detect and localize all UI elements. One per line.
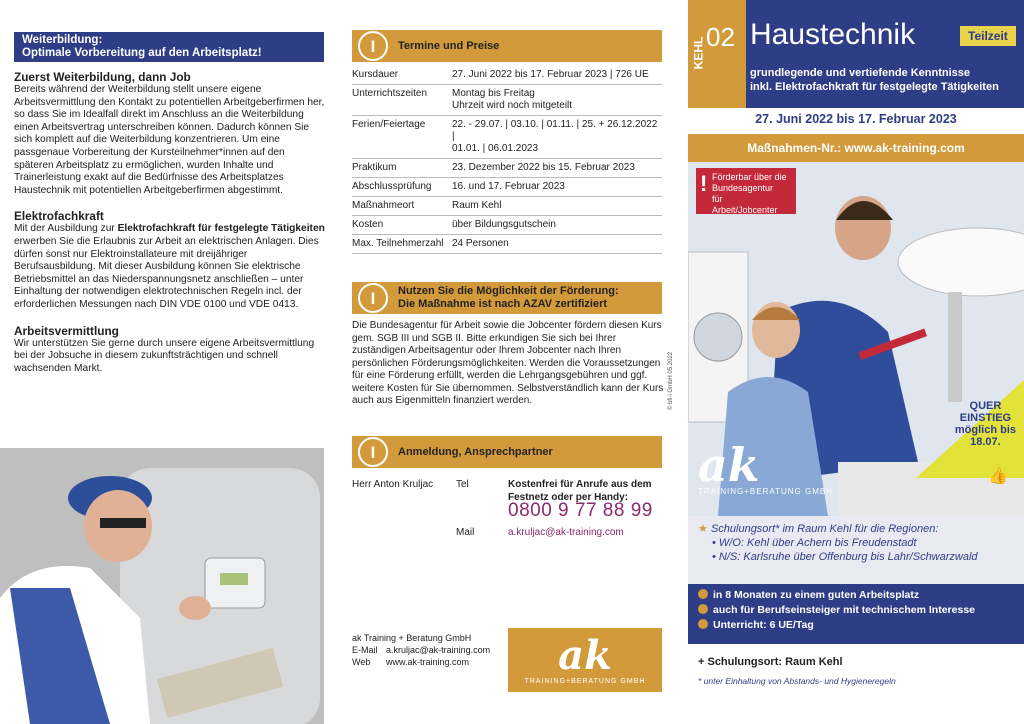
info-badge-icon: I <box>358 283 388 313</box>
schedule-key: Maßnahmeort <box>352 197 452 216</box>
schedule-row <box>352 85 662 116</box>
ak-logo <box>508 628 662 692</box>
schedule-key: Kosten <box>352 216 452 235</box>
schedule-key: Praktikum <box>352 159 452 178</box>
schul-line-1: Schulungsort* im Raum Kehl für die Regionen: <box>710 523 939 535</box>
section-title-job: Zuerst Weiterbildung, dann Job <box>14 70 191 84</box>
company-footer <box>352 632 490 668</box>
schedule-key: Kursdauer <box>352 66 452 85</box>
schedule-row <box>352 116 662 159</box>
schedule-key: Abschlussprüfung <box>352 178 452 197</box>
massnahme-number: Maßnahmen-Nr.: www.ak-training.com <box>688 134 1024 162</box>
course-number: 02 <box>706 22 735 52</box>
left-panel <box>0 0 340 724</box>
foerder-line-1: Förderbar über die <box>712 172 787 182</box>
logo-sub-text: TRAINING+BERATUNG GMBH <box>698 487 833 496</box>
termine-title: Termine und Preise <box>398 39 500 52</box>
logo-ak-text: ak <box>558 631 612 679</box>
thumbs-up-icon: 👍 <box>988 468 1008 485</box>
schedule-value: 16. und 17. Februar 2023 <box>452 178 662 197</box>
title-block <box>688 0 1024 108</box>
foerder-line-2: Bundesagentur <box>712 183 774 193</box>
benefit-3: Unterricht: 6 UE/Tag <box>713 619 814 631</box>
weiterbildung-header <box>14 32 324 62</box>
elektro-pre: Mit der Ausbildung zur <box>14 223 118 235</box>
middle-panel <box>340 0 680 724</box>
footer-web-label: Web <box>352 657 371 667</box>
course-title: Haustechnik <box>750 18 916 51</box>
left-text-block <box>14 70 326 387</box>
bullet-icon <box>698 619 708 629</box>
phone-number[interactable]: 0800 9 77 88 99 <box>508 500 653 521</box>
technician-photo <box>0 448 324 724</box>
schedule-value: 22. - 29.07. | 03.10. | 01.11. | 25. + 26.12.2022 | 01.01. | 06.01.2023 <box>452 116 662 159</box>
foerderung-header <box>352 282 662 314</box>
benefit-2: auch für Berufseinsteiger mit technischem Interesse <box>713 604 976 616</box>
schulungsort-box <box>688 516 1024 584</box>
subtitle-line-2: inkl. Elektrofachkraft für festgelegte Tätigkeiten <box>750 81 999 93</box>
right-panel <box>680 0 1024 724</box>
section-title-vermittlung: Arbeitsvermittlung <box>14 323 119 338</box>
anmeldung-title: Anmeldung, Ansprechpartner <box>398 445 553 458</box>
bullet-icon <box>698 604 708 614</box>
header-line-2: Optimale Vorbereitung auf den Arbeitsplatz! <box>22 47 262 59</box>
mail-label: Mail <box>456 527 475 538</box>
foerder-title-1: Nutzen Sie die Möglichkeit der Förderung: <box>398 285 619 297</box>
schedule-row <box>352 216 662 235</box>
benefits-list <box>688 584 1024 644</box>
foerderbar-sticker <box>696 168 796 214</box>
hygiene-note: * unter Einhaltung von Abstands- und Hygieneregeln <box>698 676 896 686</box>
schedule-key: Unterrichtszeiten <box>352 85 452 116</box>
schedule-row <box>352 197 662 216</box>
teilzeit-badge: Teilzeit <box>960 26 1016 46</box>
ak-logo-overlay <box>698 438 833 496</box>
kehl-tag <box>688 0 746 108</box>
schedule-key: Ferien/Feiertage <box>352 116 452 159</box>
footer-web[interactable]: www.ak-training.com <box>386 657 470 667</box>
schedule-row <box>352 235 662 254</box>
benefit-item <box>698 618 1014 633</box>
footer-email[interactable]: a.kruljac@ak-training.com <box>386 645 491 655</box>
foerderung-text: Die Bundesagentur für Arbeit sowie die Jobcenter fördern diesen Kurs gem. SGB III und SGB II. Bitte erkundigen Sie sich bei Ihrer zuständigen Arbeitsagentur oder Ihrem Jobcenter nach Ihren persönlichen Förderungsmöglichkeiten. Werden die Voraussetzungen für eine Förderung erfüllt, werden die Lehrgangsgebühren und ggf. weitere Kosten für Sie übernommen. Selbstverständlich kann der Kurs auch aus Eigenmitteln finanziert werden. <box>352 320 664 406</box>
benefit-item <box>698 603 1014 618</box>
elektro-rest: erwerben Sie die Erlaubnis zur Arbeit an elektrischen Anlagen. Dies dürfen sonst nur Elektroinstallateure mit dreijähriger Berufsausbildung. Mit dieser Ausbildung können Sie elektrische Betriebsmittel an das Niederspannungsnetz anschließen – unter Einhaltung der notwendigen elektrotechnischen Regeln incl. der erforderlichen Messungen nach DIN VDE 0100 und VDE 0413. <box>14 235 319 310</box>
schedule-value: 24 Personen <box>452 235 662 254</box>
schedule-value: 23. Dezember 2022 bis 15. Februar 2023 <box>452 159 662 178</box>
schedule-value: Montag bis Freitag Uhrzeit wird noch mitgeteilt <box>452 85 662 116</box>
footer-company: ak Training + Beratung GmbH <box>352 633 472 643</box>
foerder-line-3: für Arbeit/Jobcenter <box>712 194 778 215</box>
section-text-job: Bereits während der Weiterbildung stellt unsere eigene Arbeitsvermittlung den Kontakt zu potentiellen Arbeitgeberfirmen her, so dass Sie im Idealfall direkt im Anschluss an die Weiterbildung einen Arbeitsvertrag unterschreiben können. Dadurch können Sie sich komplett auf die Weiterbildung konzentrieren. Um eine passgenaue Vorbereitung der Kursteilnehmer*innen auf den späteren Arbeitsplatz zu ermöglichen, wurden Inhalte und Trainerleistung exakt auf die Bedürfnisse des Arbeitsplatzes Haustechnik mit potentiellen Arbeitgeberfirmen abgestimmt. <box>14 84 325 196</box>
schedule-row <box>352 178 662 197</box>
schul-line-2: • W/O: Kehl über Achern bis Freudenstadt <box>712 537 917 549</box>
section-title-elektro: Elektrofachkraft <box>14 209 104 224</box>
elektro-bold: Elektrofachkraft für festgelegte Tätigkeiten <box>117 223 325 235</box>
quer-line-4: 18.07. <box>970 436 1001 448</box>
header-line-1: Weiterbildung: <box>22 34 103 46</box>
tel-label: Tel <box>456 479 469 490</box>
benefit-1: in 8 Monaten zu einem guten Arbeitsplatz <box>713 589 920 601</box>
exclamation-icon: ! <box>700 171 708 196</box>
course-dates: 27. Juni 2022 bis 17. Februar 2023 <box>755 112 957 126</box>
foerder-title-2: Die Maßnahme ist nach AZAV zertifiziert <box>398 298 608 310</box>
section-text-vermittlung: Wir unterstützen Sie gerne durch unsere eigene Arbeitsvermittlung bei der Jobsuche in diesem zukunftsträchtigen und schnell wachsenden Markt. <box>14 337 315 374</box>
termine-header <box>352 30 662 62</box>
schedule-value: über Bildungsgutschein <box>452 216 662 235</box>
bullet-icon <box>698 589 708 599</box>
info-badge-icon: I <box>358 437 388 467</box>
course-subtitle <box>750 66 999 94</box>
logo-ak-text: ak <box>698 438 760 492</box>
schul-line-3: • N/S: Karlsruhe über Offenburg bis Lahr/Schwarzwald <box>712 551 978 563</box>
benefit-item <box>698 588 1014 603</box>
schedule-row <box>352 159 662 178</box>
section-text-elektro <box>14 223 326 311</box>
schedule-value: Raum Kehl <box>452 197 662 216</box>
logo-sub-text: TRAINING+BERATUNG GMBH <box>524 677 646 685</box>
free-call-note: Kostenfrei für Anrufe aus dem Festnetz oder per Handy: <box>508 479 652 503</box>
mail-link[interactable]: a.kruljac@ak-training.com <box>508 527 624 538</box>
schulungsort-raum: + Schulungsort: Raum Kehl <box>698 656 843 668</box>
quer-line-2: EINSTIEG <box>959 412 1012 424</box>
quer-line-3: möglich bis <box>954 424 1016 436</box>
info-badge-icon: I <box>358 31 388 61</box>
anmeldung-header <box>352 436 662 468</box>
kehl-label: KEHL <box>691 36 706 70</box>
schedule-key: Max. Teilnehmerzahl <box>352 235 452 254</box>
quereinstieg-text <box>955 400 1016 448</box>
footer-email-label: E-Mail <box>352 645 378 655</box>
contact-name: Herr Anton Kruljac <box>352 479 434 490</box>
star-icon: ★ <box>698 523 708 535</box>
schedule-value: 27. Juni 2022 bis 17. Februar 2023 | 726 UE <box>452 66 662 85</box>
schedule-table <box>352 66 662 254</box>
schedule-row <box>352 66 662 85</box>
subtitle-line-1: grundlegende und vertiefende Kenntnisse <box>750 67 971 79</box>
quer-line-1: QUER <box>969 400 1002 412</box>
copyright-note: © bfi-l GmbH 05.2022 <box>668 351 674 410</box>
